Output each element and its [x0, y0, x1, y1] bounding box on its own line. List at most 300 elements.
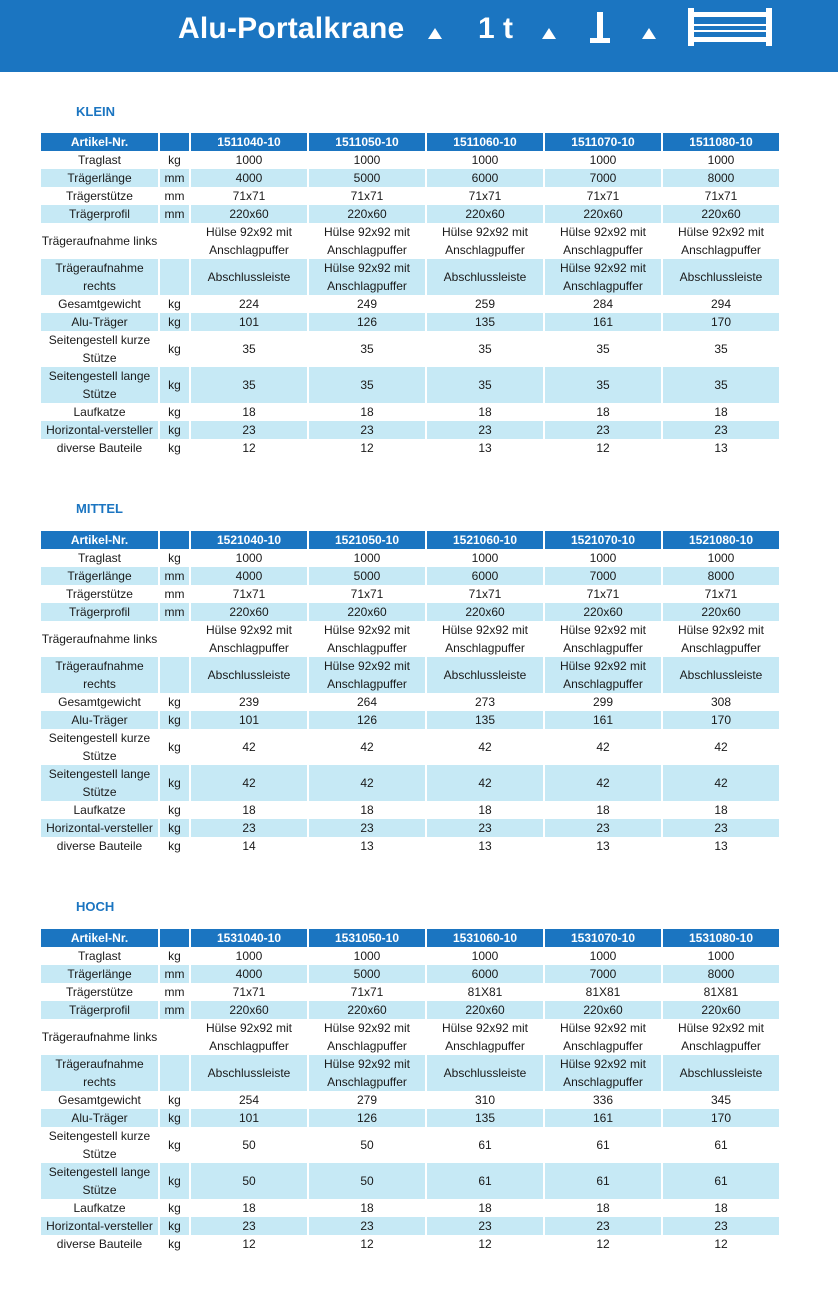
table-cell: 42 [191, 765, 307, 801]
table-cell: 135 [427, 1109, 543, 1127]
table-cell: 18 [596, 405, 610, 419]
table-cell: 264 [356, 695, 378, 709]
table-cell: Hülse 92x92 mit Anschlagpuffer [323, 225, 411, 257]
table-cell: 35 [663, 367, 779, 403]
table-row [41, 439, 779, 457]
table-cell: 13 [478, 839, 492, 853]
row-label: Trägerlänge [41, 965, 158, 983]
table-cell: 35 [714, 342, 728, 356]
article-number: 1521040-10 [191, 531, 307, 549]
row-unit [160, 657, 189, 693]
row-label: Trägerprofil [41, 603, 158, 621]
table-cell: 1000 [235, 949, 263, 963]
table-cell: Hülse 92x92 mit Anschlagpuffer [677, 225, 765, 257]
article-number: 1511070-10 [545, 133, 661, 151]
table-cell: 310 [474, 1093, 496, 1107]
page-header [0, 0, 838, 72]
table-cell: 81X81 [585, 985, 621, 999]
table-cell: 71x71 [586, 189, 620, 203]
row-label: Trägerlänge [41, 169, 158, 187]
table-cell: 239 [238, 695, 260, 709]
table-cell: Abschlussleiste [663, 259, 779, 295]
table-row [41, 729, 779, 765]
row-unit: kg [168, 297, 181, 311]
table-cell: 8000 [663, 567, 779, 585]
table-cell: 35 [360, 342, 374, 356]
row-unit: kg [168, 740, 181, 754]
table-cell: Hülse 92x92 mit Anschlagpuffer [545, 1055, 661, 1091]
row-label: Traglast [78, 153, 121, 167]
table-cell: 71x71 [468, 189, 502, 203]
table-cell: 42 [427, 765, 543, 801]
table-cell: 1000 [235, 153, 263, 167]
table-cell: Hülse 92x92 mit Anschlagpuffer [205, 1021, 293, 1053]
row-unit: kg [160, 819, 189, 837]
table-cell: Hülse 92x92 mit Anschlagpuffer [559, 623, 647, 655]
table-cell: 13 [596, 839, 610, 853]
table-cell: 220x60 [191, 205, 307, 223]
table-cell: 220x60 [309, 603, 425, 621]
row-label: Traglast [78, 949, 121, 963]
triangle-icon [542, 28, 556, 39]
article-number: 1531070-10 [545, 929, 661, 947]
table-cell: 23 [663, 421, 779, 439]
table-cell: 71x71 [704, 587, 738, 601]
table-cell: 18 [360, 1201, 374, 1215]
table-cell: 61 [545, 1163, 661, 1199]
table-row [41, 693, 779, 711]
table-cell: 18 [242, 405, 256, 419]
beam-icon [688, 8, 772, 46]
table-cell: 42 [360, 740, 374, 754]
table-cell: 12 [478, 1237, 492, 1251]
table-cell: 220x60 [545, 205, 661, 223]
table-cell: 1000 [471, 949, 499, 963]
table-cell: Hülse 92x92 mit Anschlagpuffer [323, 1021, 411, 1053]
row-unit: kg [168, 695, 181, 709]
row-unit: kg [168, 1237, 181, 1251]
table-cell: 14 [242, 839, 256, 853]
table-cell: 220x60 [663, 603, 779, 621]
row-label: Trägerprofil [41, 1001, 158, 1019]
section-title: KLEIN [76, 104, 115, 119]
table-cell: 170 [663, 711, 779, 729]
table-cell: 18 [242, 803, 256, 817]
table-cell: 12 [242, 1237, 256, 1251]
table-cell: 8000 [663, 965, 779, 983]
table-cell: 4000 [191, 965, 307, 983]
table-cell: Abschlussleiste [663, 657, 779, 693]
table-cell: 23 [545, 1217, 661, 1235]
table-cell: Abschlussleiste [427, 259, 543, 295]
table-cell: 1000 [235, 551, 263, 565]
table-cell: Abschlussleiste [191, 1055, 307, 1091]
table-cell: 161 [545, 1109, 661, 1127]
row-unit: mm [160, 1001, 189, 1019]
table-cell: 1000 [353, 153, 381, 167]
row-label: Traglast [78, 551, 121, 565]
table-cell: Hülse 92x92 mit Anschlagpuffer [205, 225, 293, 257]
table-cell: 220x60 [191, 603, 307, 621]
row-unit: kg [168, 405, 181, 419]
row-unit [160, 1055, 189, 1091]
table-row [41, 1199, 779, 1217]
table-row [41, 603, 779, 621]
table-cell: 12 [596, 1237, 610, 1251]
table-cell: 71x71 [232, 985, 266, 999]
table-cell: 1000 [471, 551, 499, 565]
table-cell: 42 [545, 765, 661, 801]
table-row [41, 983, 779, 1001]
header-label: Artikel-Nr. [41, 929, 158, 947]
table-cell: 249 [356, 297, 378, 311]
table-cell: 81X81 [467, 985, 503, 999]
table-cell: 71x71 [232, 587, 266, 601]
table-row [41, 169, 779, 187]
table-cell: Hülse 92x92 mit Anschlagpuffer [559, 1021, 647, 1053]
table-row [41, 1217, 779, 1235]
row-unit: kg [160, 367, 189, 403]
table-cell: 71x71 [350, 587, 384, 601]
row-label: Alu-Träger [41, 313, 158, 331]
row-label: Laufkatze [73, 405, 126, 419]
triangle-icon [642, 28, 656, 39]
row-unit: kg [160, 1217, 189, 1235]
row-label: diverse Bauteile [56, 441, 143, 455]
table-row [41, 187, 779, 205]
table-cell: 101 [191, 1109, 307, 1127]
table-cell: 23 [663, 819, 779, 837]
header-label: Artikel-Nr. [41, 531, 158, 549]
article-number: 1531080-10 [663, 929, 779, 947]
section-title: MITTEL [76, 501, 123, 516]
table-cell: Abschlussleiste [191, 657, 307, 693]
row-unit: kg [160, 313, 189, 331]
article-number: 1521060-10 [427, 531, 543, 549]
article-number: 1531050-10 [309, 929, 425, 947]
row-label: Trägerstütze [66, 189, 133, 203]
row-unit: mm [164, 985, 185, 999]
table-cell: 35 [242, 342, 256, 356]
table-cell: 220x60 [663, 1001, 779, 1019]
table-row [41, 947, 779, 965]
table-row [41, 1019, 779, 1055]
row-unit: mm [164, 189, 185, 203]
table-row [41, 1001, 779, 1019]
table-cell: 23 [663, 1217, 779, 1235]
table-cell: 23 [427, 1217, 543, 1235]
table-cell: 71x71 [704, 189, 738, 203]
table-cell: 220x60 [309, 1001, 425, 1019]
table-cell: 71x71 [350, 189, 384, 203]
table-cell: 23 [191, 1217, 307, 1235]
table-cell: 8000 [663, 169, 779, 187]
row-label: Trägerlänge [41, 567, 158, 585]
table-cell: 42 [596, 740, 610, 754]
table-cell: 135 [427, 711, 543, 729]
row-unit: kg [168, 441, 181, 455]
table-cell: 126 [309, 711, 425, 729]
table-row [41, 765, 779, 801]
table-cell: 50 [242, 1138, 256, 1152]
row-unit: kg [160, 421, 189, 439]
capacity-label: 1 t [478, 12, 514, 45]
row-label: Alu-Träger [41, 1109, 158, 1127]
row-unit: kg [168, 803, 181, 817]
table-cell: 50 [360, 1138, 374, 1152]
table-cell: 42 [309, 765, 425, 801]
table-cell: 4000 [191, 567, 307, 585]
table-cell: 101 [191, 313, 307, 331]
table-row [41, 585, 779, 603]
table-cell: 1000 [707, 153, 735, 167]
table-cell: 299 [592, 695, 614, 709]
table-cell: 5000 [309, 567, 425, 585]
table-cell: 135 [427, 313, 543, 331]
article-number: 1531060-10 [427, 929, 543, 947]
table-row [41, 223, 779, 259]
row-label: Laufkatze [73, 1201, 126, 1215]
row-unit: kg [168, 1093, 181, 1107]
article-number: 1521050-10 [309, 531, 425, 549]
table-row [41, 313, 779, 331]
table-cell: 224 [238, 297, 260, 311]
table-row [41, 1127, 779, 1163]
row-label: Trägerprofil [41, 205, 158, 223]
article-number: 1511050-10 [309, 133, 425, 151]
table-row [41, 819, 779, 837]
table-cell: 254 [238, 1093, 260, 1107]
table-row [41, 1091, 779, 1109]
row-unit: kg [160, 1109, 189, 1127]
row-unit: mm [160, 169, 189, 187]
table-cell: 220x60 [427, 205, 543, 223]
spec-table [39, 133, 781, 457]
table-cell: 18 [478, 405, 492, 419]
table-cell: 81X81 [703, 985, 739, 999]
row-unit [160, 621, 189, 657]
row-unit: kg [160, 1163, 189, 1199]
table-cell: 7000 [545, 965, 661, 983]
table-cell: 7000 [545, 567, 661, 585]
table-cell: 61 [596, 1138, 610, 1152]
table-cell: Hülse 92x92 mit Anschlagpuffer [309, 1055, 425, 1091]
table-row [41, 403, 779, 421]
table-cell: 61 [478, 1138, 492, 1152]
table-row [41, 421, 779, 439]
row-unit: mm [160, 965, 189, 983]
table-cell: Abschlussleiste [427, 657, 543, 693]
row-unit: kg [160, 765, 189, 801]
table-row [41, 1235, 779, 1253]
article-number: 1531040-10 [191, 929, 307, 947]
row-label: Trägeraufnahme links [41, 234, 158, 248]
row-label: Seitengestell lange Stütze [41, 765, 158, 801]
table-row [41, 621, 779, 657]
table-row [41, 1109, 779, 1127]
section-title: HOCH [76, 899, 115, 914]
page-title: Alu-Portalkrane [178, 12, 405, 45]
table-cell: 35 [309, 367, 425, 403]
table-cell: 71x71 [586, 587, 620, 601]
table-cell: Hülse 92x92 mit Anschlagpuffer [323, 623, 411, 655]
table-cell: 35 [191, 367, 307, 403]
row-unit: kg [168, 153, 181, 167]
table-row [41, 331, 779, 367]
table-cell: 126 [309, 313, 425, 331]
triangle-icon [428, 28, 442, 39]
table-row [41, 711, 779, 729]
row-unit: mm [160, 205, 189, 223]
table-cell: 308 [710, 695, 732, 709]
article-number: 1521070-10 [545, 531, 661, 549]
header-unit-cell [160, 531, 189, 549]
row-label: Gesamtgewicht [58, 695, 141, 709]
table-cell: 18 [360, 803, 374, 817]
table-cell: 18 [242, 1201, 256, 1215]
table-cell: Hülse 92x92 mit Anschlagpuffer [545, 657, 661, 693]
table-cell: 220x60 [191, 1001, 307, 1019]
table-cell: 13 [478, 441, 492, 455]
row-unit: mm [160, 567, 189, 585]
row-label: Trägerstütze [66, 985, 133, 999]
table-cell: 61 [714, 1138, 728, 1152]
table-header-row [41, 531, 779, 549]
table-cell: 7000 [545, 169, 661, 187]
table-cell: 71x71 [232, 189, 266, 203]
table-cell: Hülse 92x92 mit Anschlagpuffer [441, 225, 529, 257]
table-cell: 18 [360, 405, 374, 419]
table-cell: 1000 [589, 949, 617, 963]
table-cell: 284 [592, 297, 614, 311]
table-cell: 50 [309, 1163, 425, 1199]
table-cell: 259 [474, 297, 496, 311]
table-cell: Hülse 92x92 mit Anschlagpuffer [677, 1021, 765, 1053]
row-unit: kg [160, 711, 189, 729]
table-cell: 273 [474, 695, 496, 709]
table-cell: Hülse 92x92 mit Anschlagpuffer [441, 623, 529, 655]
spec-table [39, 531, 781, 855]
row-unit: kg [168, 1138, 181, 1152]
row-label: Horizontal-versteller [41, 421, 158, 439]
table-row [41, 151, 779, 169]
table-cell: 50 [191, 1163, 307, 1199]
table-cell: 18 [714, 803, 728, 817]
table-row [41, 657, 779, 693]
table-cell: 1000 [471, 153, 499, 167]
row-label: diverse Bauteile [56, 839, 143, 853]
table-cell: 71x71 [350, 985, 384, 999]
table-row [41, 295, 779, 313]
table-cell: 220x60 [545, 1001, 661, 1019]
table-cell: 279 [356, 1093, 378, 1107]
row-label: Trägerstütze [66, 587, 133, 601]
table-cell: 61 [427, 1163, 543, 1199]
table-cell: 5000 [309, 169, 425, 187]
table-row [41, 259, 779, 295]
table-header-row [41, 133, 779, 151]
table-cell: 23 [191, 819, 307, 837]
table-cell: 18 [714, 1201, 728, 1215]
table-cell: Hülse 92x92 mit Anschlagpuffer [559, 225, 647, 257]
table-cell: Hülse 92x92 mit Anschlagpuffer [205, 623, 293, 655]
table-cell: 161 [545, 313, 661, 331]
header-unit-cell [160, 929, 189, 947]
table-cell: 71x71 [468, 587, 502, 601]
table-cell: 23 [309, 421, 425, 439]
row-label: Seitengestell kurze Stütze [48, 333, 151, 365]
row-label: Gesamtgewicht [58, 1093, 141, 1107]
table-cell: 23 [545, 421, 661, 439]
row-label: Seitengestell lange Stütze [41, 367, 158, 403]
row-label: Horizontal-versteller [41, 819, 158, 837]
table-cell: Abschlussleiste [191, 259, 307, 295]
row-label: Trägeraufnahme rechts [41, 259, 158, 295]
table-cell: 18 [596, 1201, 610, 1215]
table-cell: 1000 [589, 551, 617, 565]
table-row [41, 801, 779, 819]
article-number: 1511040-10 [191, 133, 307, 151]
row-label: Seitengestell kurze Stütze [48, 731, 151, 763]
table-cell: 1000 [589, 153, 617, 167]
row-label: Trägeraufnahme links [41, 1030, 158, 1044]
table-cell: 12 [360, 1237, 374, 1251]
table-cell: 42 [478, 740, 492, 754]
table-cell: 18 [596, 803, 610, 817]
table-row [41, 205, 779, 223]
table-cell: 42 [714, 740, 728, 754]
table-cell: 35 [427, 367, 543, 403]
table-cell: 13 [714, 839, 728, 853]
table-cell: Abschlussleiste [427, 1055, 543, 1091]
spec-table [39, 929, 781, 1253]
table-cell: 161 [545, 711, 661, 729]
row-unit: kg [168, 949, 181, 963]
table-cell: 1000 [707, 949, 735, 963]
hook-icon [588, 10, 612, 46]
table-cell: 220x60 [545, 603, 661, 621]
table-row [41, 1055, 779, 1091]
row-unit: kg [168, 342, 181, 356]
table-cell: 35 [545, 367, 661, 403]
row-label: diverse Bauteile [56, 1237, 143, 1251]
table-cell: 220x60 [663, 205, 779, 223]
table-cell: 345 [710, 1093, 732, 1107]
table-cell: 23 [191, 421, 307, 439]
table-cell: Hülse 92x92 mit Anschlagpuffer [309, 657, 425, 693]
table-cell: 1000 [707, 551, 735, 565]
table-cell: 18 [714, 405, 728, 419]
table-cell: 12 [360, 441, 374, 455]
row-label: Trägeraufnahme rechts [41, 657, 158, 693]
article-number: 1511080-10 [663, 133, 779, 151]
table-cell: 336 [592, 1093, 614, 1107]
table-cell: 170 [663, 313, 779, 331]
table-cell: 126 [309, 1109, 425, 1127]
header-unit-cell [160, 133, 189, 151]
row-label: Laufkatze [73, 803, 126, 817]
table-cell: 35 [478, 342, 492, 356]
row-label: Alu-Träger [41, 711, 158, 729]
table-cell: 35 [596, 342, 610, 356]
table-cell: 61 [663, 1163, 779, 1199]
row-unit: kg [168, 839, 181, 853]
row-label: Seitengestell kurze Stütze [48, 1129, 151, 1161]
table-cell: Hülse 92x92 mit Anschlagpuffer [309, 259, 425, 295]
table-row [41, 1163, 779, 1199]
table-cell: 23 [427, 819, 543, 837]
row-unit [160, 1019, 189, 1055]
